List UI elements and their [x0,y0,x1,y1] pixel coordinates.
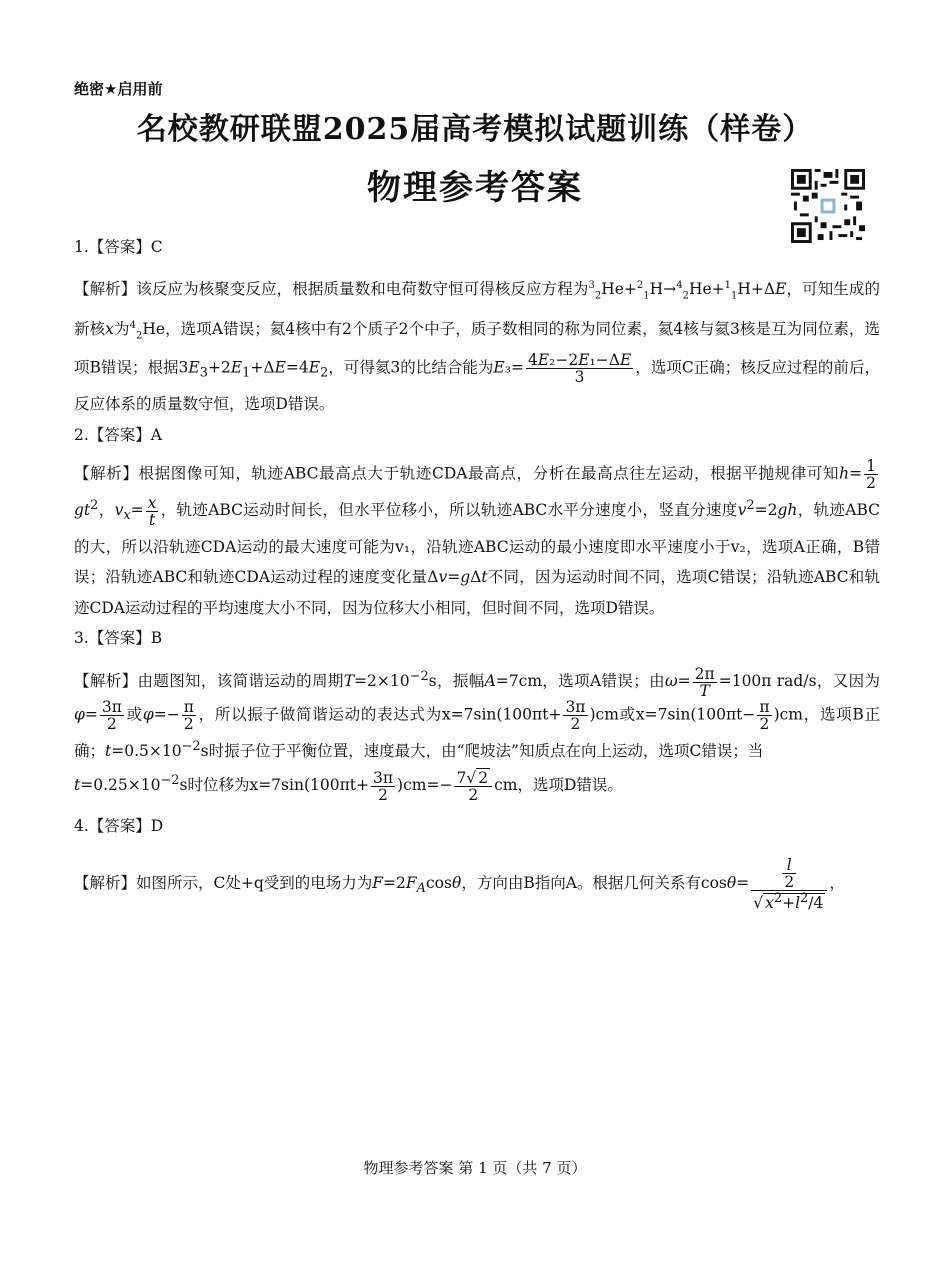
q3-answer: 3.【答案】B [74,629,163,648]
q1-answer: 1.【答案】C [74,238,163,256]
page-footer: 物理参考答案 第 1 页（共 7 页） [363,1159,587,1177]
q2-answer: 2.【答案】A [74,425,162,444]
exam-title: 名校教研联盟2025届高考模拟试题训练（样卷） [136,112,814,147]
q3-explanation: 【解析】由题图知，该简谐运动的周期$T=2\times 10^{-2}s$，振幅A=7cm，选项A错误；由ω= $\frac{2\pi}{T}$ =100π rad/s，又因为φ= $\frac{3\pi}{2}$ 或φ=− $\frac{\pi}{2}$ ，所以振子做简谐运动的表达式为x=7sin(100πt+ $\frac{3\pi}{2}$ )cm或x=7sin(100πt− $\frac{\pi}{2}$ )cm，选项B正确；$t=0.5\times 10^{-2}s$时振子位于平衡位置，速度最大，由“爬坡法”知质点在向上运动，选项C错误；当 $t=0.25\times 10^{-2}s$时位移为x=7sin(100πt+ $\frac{3\pi}{2}$ )cm=− $\frac{7√ 2}{2}$ cm，选项D错误。 [74,664,880,804]
answer-key-title: 物理参考答案 [367,168,583,208]
q1-explanation: 【解析】该反应为核聚变反应，根据质量数和电荷数守恒可得核反应方程为$^3_2$He+$^2_1$H→$^4_2$He+$^1_1$H+ΔE，可知生成的新核x为$^4_2$He，选项A错误；氦4核中有2个质子2个中子，质子数相同的称为同位素，氦4核与氦3核是互为同位素，选项B错误；根据$3E_3+2E_1+\Delta E=4E_2$，可得氦3的比结合能为E₃= $\frac{\text{4E₂−2E₁−ΔE}}{3}$ ，选项C正确；核反应过程的前后，反应体系的质量数守恒，选项D错误。 [74,279,880,414]
q2-explanation: 【解析】根据图像可知，轨迹ABC最高点大于轨迹CDA最高点，分析在最高点往左运动，根据平抛规律可知h= $\frac{1}{2}$ $gt^2$，$v_x=$ $\frac{x}{t}$ ，轨迹ABC运动时间长，但水平位移小，所以轨迹ABC水平分速度小，竖直分速度$v^2=2gh$，轨迹ABC的大，所以沿轨迹CDA运动的最大速度可能为v₁，沿轨迹ABC运动的最小速度即水平速度小于v₂，选项A正确，B错误；沿轨迹ABC和轨迹CDA运动过程的速度变化量Δv=gΔt不同，因为运动时间不同，选项C错误；沿轨迹ABC和轨迹CDA运动过程的平均速度大小不同，因为位移大小相同，但时间不同，选项D错误。 [74,457,880,617]
confidential-label: 绝密★启用前 [74,80,163,98]
answer-body [74,232,880,911]
q4-explanation: 【解析】如图所示，C处+q受到的电场力为$F=2F_A\cos\theta$，方向由B指向A。根据几何关系有cosθ= $\frac{\frac{l}{2}}{√ x^2+l^2/4}$ ， [74,856,845,913]
q4-answer: 4.【答案】D [74,816,164,835]
